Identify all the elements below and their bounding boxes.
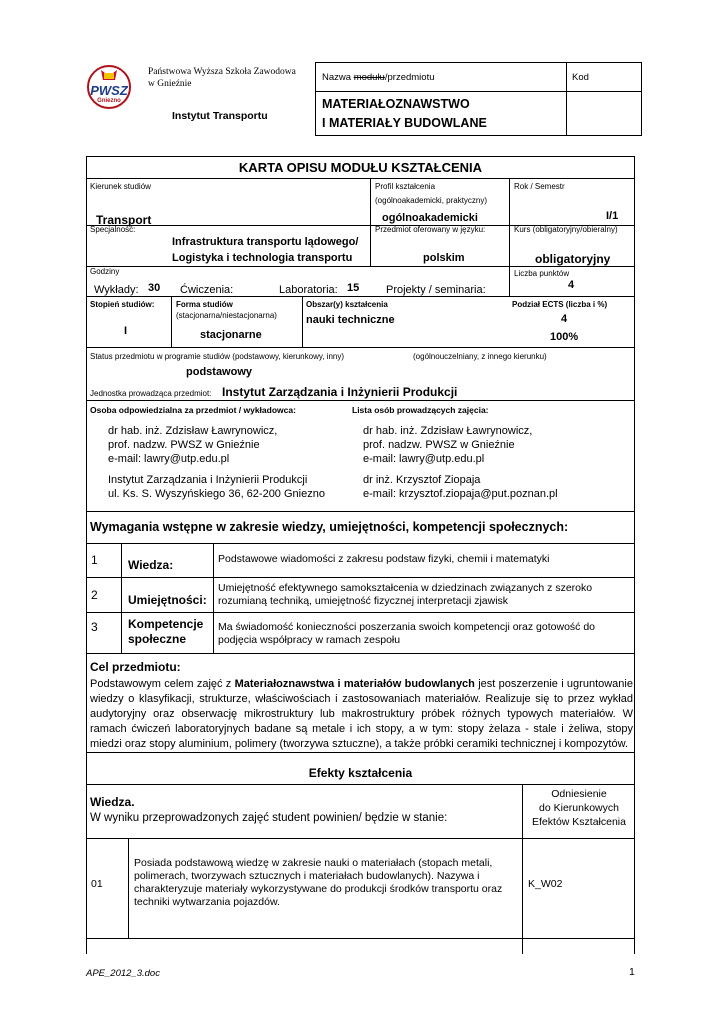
efekt-num-1: 01: [91, 878, 103, 890]
profil-label-1: Profil kształcenia: [375, 182, 436, 191]
status-value: podstawowy: [186, 366, 253, 378]
punkty-label: Liczba punktów: [514, 269, 570, 278]
subject-title-line1: MATERIAŁOZNAWSTWO: [322, 97, 470, 111]
wiedza-sub: W wyniku przeprowadzonych zajęć student powinien/ będzie w stanie:: [90, 812, 448, 824]
subject-label: Nazwa modułu/przedmiotu: [322, 72, 435, 83]
projekty-label: Projekty / seminaria:: [386, 284, 486, 296]
osoba-line-2: prof. nadzw. PWSZ w Gnieźnie: [108, 439, 260, 451]
institute-name: Instytut Transportu: [172, 110, 268, 122]
wym-name-2: Umiejętności:: [128, 593, 207, 607]
punkty-value: 4: [568, 279, 575, 291]
school-name-line1: Państwowa Wyższa Szkoła Zawodowa: [148, 67, 296, 77]
footer-file: APE_2012_3.doc: [86, 968, 160, 979]
status-label: Status przedmiotu w programie studiów (podstawowy, kierunkowy, inny): [90, 352, 345, 361]
wymagania-title: Wymagania wstępne w zakresie wiedzy, umiejętności, kompetencji społecznych:: [90, 520, 569, 534]
card-title: KARTA OPISU MODUŁU KSZTAŁCENIA: [238, 160, 483, 175]
jednostka-label: Jednostka prowadząca przedmiot:: [90, 389, 212, 398]
odniesienie-2: do Kierunkowych: [539, 802, 619, 814]
cel-text: Podstawowym celem zajęć z Materiałoznawstwa i materiałów budowlanych jest poszerzenie i ugruntowanie wiedzy o klasyfikacji, strukturze, właściwościach i zastosowaniach materiałów. Realizuje się to przez wykład audytoryjny oraz obserwację mikrostruktury lub makrostruktury próbek różnych typowych materiałów. W ramach ćwiczeń laboratoryjnych badane są metale i ich stopy, a w tym: stopy żelaza - stale i żeliwa, stopy miedzi oraz stopy aluminium, polimery (tworzywa sztuczne), a także próbki ceramiki technicznej i kompozytów.: [90, 678, 633, 750]
efekt-desc-1: Posiada podstawową wiedzę w zakresie nauki o materiałach (stopach metali, polimerach, tworzywach sztucznych i materiałach budowlanych). Nazywa i charakteryzuje materiały wykorzystywane do produkcji środków transportu oraz techniki wytwarzania pojazdów.: [134, 857, 503, 908]
wyklady-label: Wykłady:: [94, 284, 139, 296]
cel-title: Cel przedmiotu:: [90, 660, 181, 674]
specjalnosc-line1: Infrastruktura transportu lądowego/: [172, 236, 359, 248]
wym-desc-1: Podstawowe wiadomości z zakresu podstaw fizyki, chemii i matematyki: [218, 553, 550, 565]
osoba-label: Osoba odpowiedzialna za przedmiot / wykładowca:: [90, 405, 296, 415]
jednostka-value: Instytut Zarządzania i Inżynierii Produkcji: [222, 385, 458, 399]
rok-value: I/1: [606, 210, 619, 222]
odniesienie-1: Odniesienie: [551, 788, 607, 800]
wym-num-2: 2: [91, 588, 98, 602]
specjalnosc-label: Specjalność:: [90, 225, 136, 234]
wym-desc-3: Ma świadomość konieczności poszerzania swoich kompetencji oraz gotowość do podjęcia współpracy w ramach zespołu: [218, 621, 596, 646]
lista-email: e-mail: lawry@utp.edu.pl: [363, 453, 485, 465]
ects-value-1: 4: [561, 313, 568, 325]
ects-label: Podział ECTS (liczba i %): [512, 300, 608, 309]
forma-value: stacjonarne: [200, 329, 262, 341]
laboratoria-label: Laboratoria:: [279, 284, 338, 296]
kierunek-value: Transport: [96, 213, 152, 227]
osoba-addr-2: ul. Ks. S. Wyszyńskiego 36, 62-200 Gniezno: [108, 488, 325, 500]
page-number: 1: [629, 966, 635, 978]
wym-num-1: 1: [91, 553, 98, 567]
obszar-value: nauki techniczne: [306, 314, 395, 326]
wym-name-1: Wiedza:: [128, 558, 174, 572]
lista-email-2: e-mail: krzysztof.ziopaja@put.poznan.pl: [363, 488, 558, 500]
jezyk-label: Przedmiot oferowany w języku:: [375, 225, 486, 234]
osoba-email: e-mail: lawry@utp.edu.pl: [108, 453, 230, 465]
lista-line-1: dr hab. inż. Zdzisław Ławrynowicz,: [363, 425, 533, 437]
kurs-value: obligatoryjny: [535, 252, 611, 266]
wym-name-3: Kompetencje społeczne: [128, 617, 204, 646]
osoba-line-1: dr hab. inż. Zdzisław Ławrynowicz,: [108, 425, 278, 437]
logo-letters: PWSZ: [90, 83, 128, 98]
code-label: Kod: [572, 72, 589, 83]
lista-label: Lista osób prowadzących zajęcia:: [352, 405, 489, 415]
rok-label: Rok / Semestr: [514, 182, 565, 191]
cwiczenia-label: Ćwiczenia:: [180, 284, 234, 296]
lista-line-4: dr inż. Krzysztof Ziopaja: [363, 474, 481, 486]
odniesienie-3: Efektów Kształcenia: [532, 816, 626, 828]
kurs-label: Kurs (obligatoryjny/obieralny): [514, 225, 618, 234]
profil-value: ogólnoakademicki: [382, 212, 478, 224]
wiedza-label: Wiedza.: [90, 795, 135, 809]
wym-desc-2: Umiejętność efektywnego samokształcenia w dziedzinach związanych z szeroko rozumianą techniką, umiejętność fizycznej interpretacji zjawisk: [218, 582, 593, 607]
logo-city: Gniezno: [97, 98, 121, 104]
osoba-addr-1: Instytut Zarządzania i Inżynierii Produkcji: [108, 474, 308, 486]
wyklady-value: 30: [148, 282, 161, 294]
stopien-value: I: [124, 325, 128, 337]
godziny-label: Godziny: [90, 267, 120, 276]
forma-label-1: Forma studiów: [176, 300, 233, 309]
profil-label-2: (ogólnoakademicki, praktyczny): [375, 196, 488, 205]
ects-value-2: 100%: [550, 331, 579, 343]
jezyk-value: polskim: [423, 252, 465, 264]
stopien-label: Stopień studiów:: [90, 300, 155, 309]
subject-title-line2: I MATERIAŁY BUDOWLANE: [322, 116, 487, 130]
kierunek-label: Kierunek studiów: [90, 182, 151, 191]
school-name-line2: w Gnieźnie: [148, 79, 192, 89]
status-label-2: (ogólnouczelniany, z innego kierunku): [413, 352, 547, 361]
forma-label-2: (stacjonarna/niestacjonarna): [176, 311, 277, 320]
obszar-label: Obszar(y) kształcenia: [306, 300, 388, 309]
laboratoria-value: 15: [347, 282, 360, 294]
efekty-title: Efekty kształcenia: [308, 766, 413, 780]
efekt-ref-1: K_W02: [528, 878, 563, 890]
specjalnosc-line2: Logistyka i technologia transportu: [172, 252, 353, 264]
wym-num-3: 3: [91, 620, 98, 634]
lista-line-2: prof. nadzw. PWSZ w Gnieźnie: [363, 439, 515, 451]
